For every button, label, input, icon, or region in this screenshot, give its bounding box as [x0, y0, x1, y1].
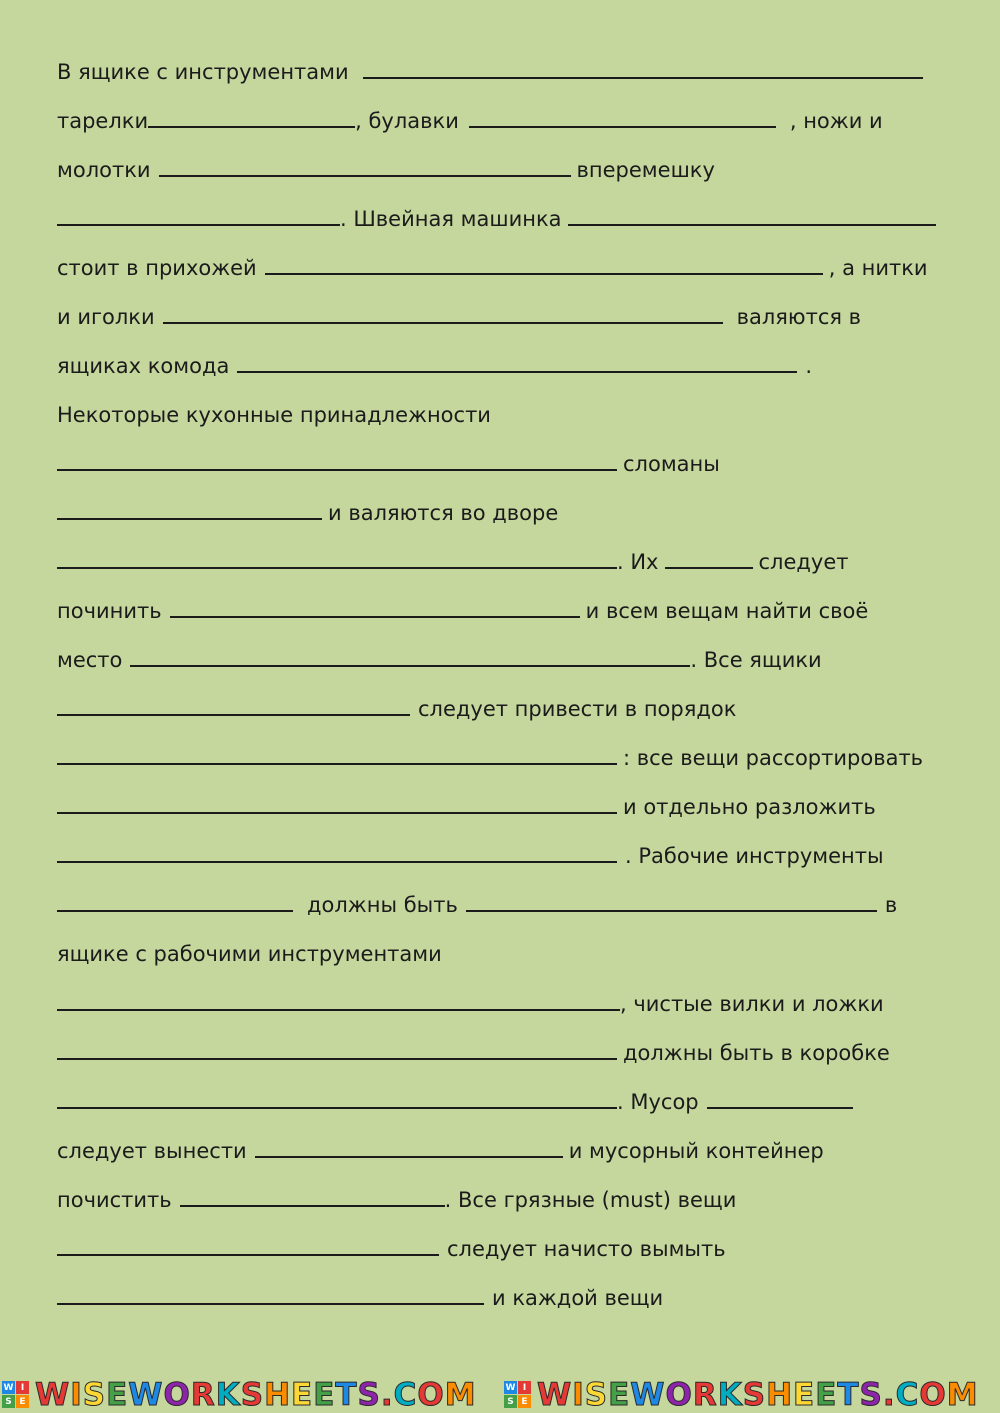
sentence-fragment: и иголки	[57, 305, 155, 329]
sentence-fragment: , ножи и	[789, 109, 883, 133]
answer-blank[interactable]	[568, 222, 936, 226]
sentence-fragment: почистить	[57, 1188, 172, 1212]
answer-blank[interactable]	[57, 908, 293, 912]
answer-blank[interactable]	[57, 810, 617, 814]
worksheet-line	[57, 1183, 736, 1217]
worksheet-line	[57, 1134, 824, 1168]
answer-blank[interactable]	[57, 467, 617, 471]
answer-blank[interactable]	[57, 1007, 620, 1011]
sentence-fragment: починить	[57, 599, 162, 623]
worksheet-line	[57, 153, 715, 187]
worksheet-line	[57, 1232, 726, 1266]
worksheet-line	[57, 202, 936, 236]
answer-blank[interactable]	[707, 1105, 853, 1109]
brand-logo	[2, 1376, 477, 1413]
sentence-fragment: валяются в	[736, 305, 862, 329]
sentence-fragment: должны быть	[307, 893, 458, 917]
answer-blank[interactable]	[57, 565, 617, 569]
sentence-fragment: следует вынести	[57, 1139, 247, 1163]
answer-blank[interactable]	[57, 1105, 617, 1109]
sentence-fragment: , чистые вилки и ложки	[620, 992, 884, 1016]
worksheet-line	[57, 888, 897, 922]
sentence-fragment: стоит в прихожей	[57, 256, 257, 280]
answer-blank[interactable]	[57, 1056, 617, 1060]
worksheet-line	[57, 790, 876, 824]
answer-blank[interactable]	[170, 614, 580, 618]
sentence-fragment: . Швейная машинка	[340, 207, 562, 231]
brand-logo-icon: W I S E	[2, 1381, 29, 1408]
sentence-fragment: вперемешку	[576, 158, 715, 182]
sentence-fragment: ящиках комода	[57, 354, 230, 378]
worksheet-line	[57, 398, 491, 432]
worksheet-line	[57, 349, 812, 383]
sentence-fragment: место	[57, 648, 123, 672]
answer-blank[interactable]	[57, 516, 322, 520]
sentence-fragment: , булавки	[355, 109, 459, 133]
worksheet-line	[57, 300, 861, 334]
brand-logo-icon: W I S E	[504, 1381, 531, 1408]
answer-blank[interactable]	[665, 565, 753, 569]
answer-blank[interactable]	[57, 712, 410, 716]
sentence-fragment: тарелки	[57, 109, 149, 133]
worksheet-line	[57, 741, 923, 775]
worksheet-line	[57, 496, 558, 530]
sentence-fragment: .	[805, 354, 813, 378]
sentence-fragment: сломаны	[623, 452, 720, 476]
worksheet-line	[57, 545, 849, 579]
worksheet-line	[57, 937, 442, 971]
answer-blank[interactable]	[255, 1154, 563, 1158]
answer-blank[interactable]	[130, 663, 690, 667]
answer-blank[interactable]	[363, 75, 923, 79]
sentence-fragment: в	[884, 893, 898, 917]
worksheet-line	[57, 987, 884, 1021]
brand-text: WISEWORKSHEETS.COM	[35, 1376, 477, 1413]
answer-blank[interactable]	[466, 908, 877, 912]
answer-blank[interactable]	[469, 124, 776, 128]
sentence-fragment: должны быть в коробке	[623, 1041, 890, 1065]
brand-logo	[504, 1376, 979, 1413]
worksheet-line	[57, 594, 868, 628]
sentence-fragment: следует привести в порядок	[418, 697, 737, 721]
sentence-fragment: . Рабочие инструменты	[625, 844, 884, 868]
worksheet-line	[57, 1036, 890, 1070]
sentence-fragment: следует начисто вымыть	[447, 1237, 726, 1261]
sentence-fragment: ящике с рабочими инструментами	[57, 942, 442, 966]
answer-blank[interactable]	[265, 271, 823, 275]
answer-blank[interactable]	[148, 124, 355, 128]
sentence-fragment: . Их	[617, 550, 659, 574]
sentence-fragment: и всем вещам найти своё	[585, 599, 869, 623]
sentence-fragment: . Все ящики	[690, 648, 822, 672]
worksheet-line	[57, 55, 923, 89]
sentence-fragment: : все вещи рассортировать	[623, 746, 924, 770]
worksheet-line	[57, 839, 884, 873]
sentence-fragment: и мусорный контейнер	[568, 1139, 824, 1163]
answer-blank[interactable]	[57, 1252, 439, 1256]
answer-blank[interactable]	[159, 173, 571, 177]
answer-blank[interactable]	[163, 320, 723, 324]
sentence-fragment: и каждой вещи	[492, 1286, 664, 1310]
answer-blank[interactable]	[57, 1301, 484, 1305]
sentence-fragment: . Все грязные (must) вещи	[444, 1188, 737, 1212]
sentence-fragment: В ящике с инструментами	[57, 60, 349, 84]
sentence-fragment: и отдельно разложить	[623, 795, 876, 819]
answer-blank[interactable]	[237, 369, 797, 373]
answer-blank[interactable]	[57, 859, 617, 863]
worksheet-line	[57, 692, 736, 726]
worksheet-line	[57, 643, 822, 677]
worksheet-line	[57, 1085, 853, 1119]
sentence-fragment: и валяются во дворе	[328, 501, 559, 525]
worksheet-line	[57, 104, 883, 138]
sentence-fragment: . Мусор	[617, 1090, 699, 1114]
answer-blank[interactable]	[57, 761, 617, 765]
sentence-fragment: следует	[758, 550, 849, 574]
worksheet-line	[57, 1281, 663, 1315]
answer-blank[interactable]	[180, 1203, 445, 1207]
brand-text: WISEWORKSHEETS.COM	[537, 1376, 979, 1413]
sentence-fragment: , а нитки	[828, 256, 928, 280]
worksheet-line	[57, 447, 720, 481]
sentence-fragment: Некоторые кухонные принадлежности	[57, 403, 491, 427]
worksheet-line	[57, 251, 928, 285]
footer-banner	[0, 1376, 1000, 1413]
answer-blank[interactable]	[57, 222, 340, 226]
sentence-fragment: молотки	[57, 158, 151, 182]
